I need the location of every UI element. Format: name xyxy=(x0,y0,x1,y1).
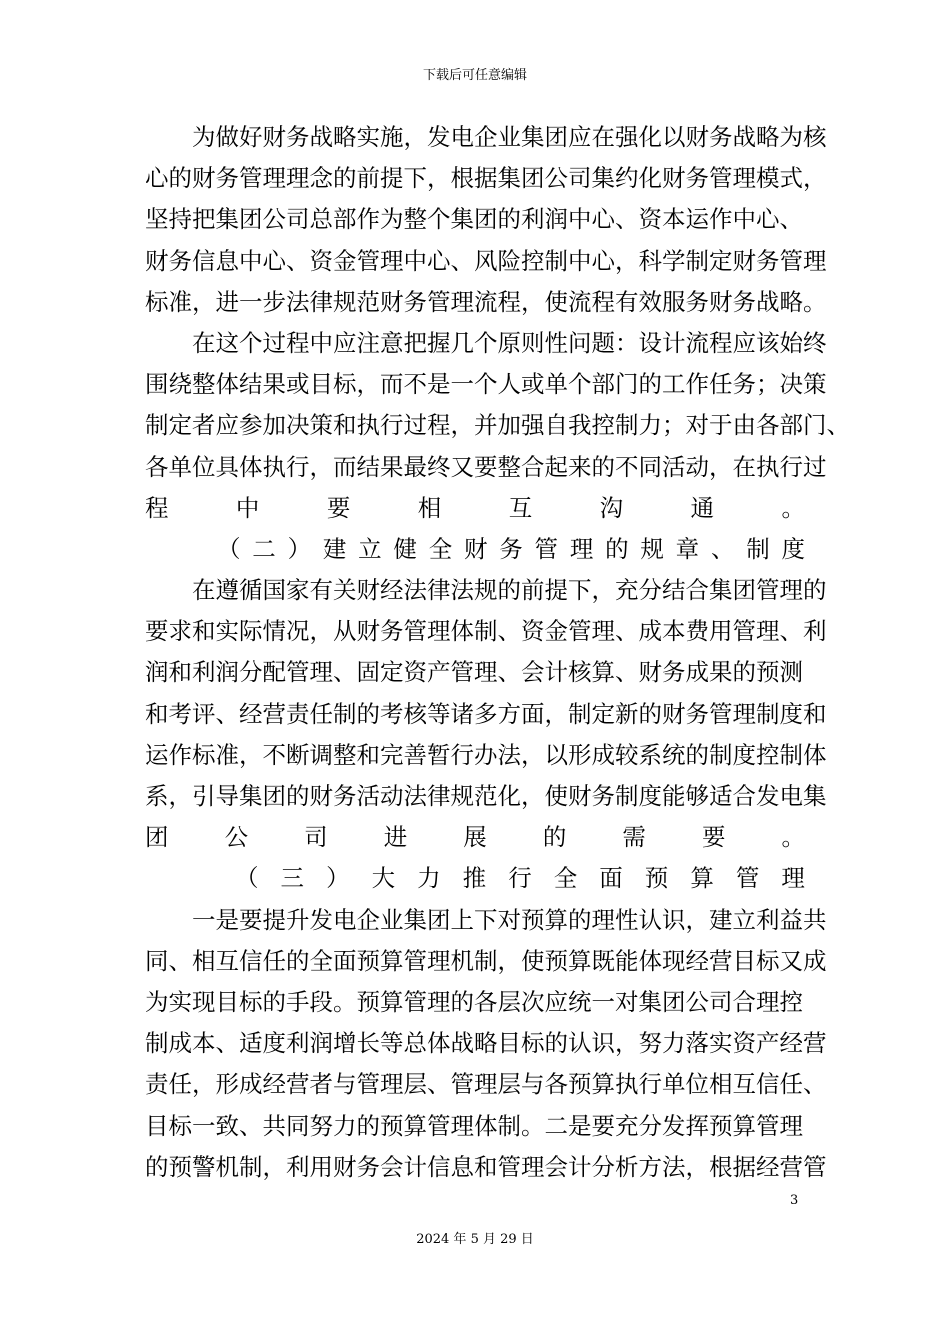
paragraph-line: 和考评、经营责任制的考核等诸多方面，制定新的财务管理制度和 xyxy=(145,699,827,728)
text-character: 建 xyxy=(322,534,347,563)
text-character: 全 xyxy=(553,864,578,893)
text-character: 理 xyxy=(781,864,805,893)
paragraph-line xyxy=(145,488,805,529)
section-heading xyxy=(145,858,805,899)
paragraph-line: 在这个过程中应注意把握几个原则性问题：设计流程应该始终 xyxy=(192,328,827,357)
paragraph-line: 责任，形成经营者与管理层、管理层与各预算执行单位相互信任、 xyxy=(145,1070,827,1099)
paragraph-line: 系，引导集团的财务活动法律规范化，使财务制度能够适合发电集 xyxy=(145,782,827,810)
paragraph-line: 同、相互信任的全面预算管理机制，使预算既能体现经营目标又成 xyxy=(145,946,827,975)
text-character: 管 xyxy=(534,534,559,563)
text-character: 要 xyxy=(326,493,351,522)
page-header: 下载后可任意编辑 xyxy=(422,68,527,83)
text-character: 要 xyxy=(701,823,726,852)
text-character: 司 xyxy=(304,823,328,852)
paragraph-line: 各单位具体执行，而结果最终又要整合起来的不同活动，在执行过 xyxy=(145,452,827,481)
text-character: 中 xyxy=(235,493,260,522)
paragraph-line: 在遵循国家有关财经法律法规的前提下，充分结合集团管理的 xyxy=(192,576,827,605)
paragraph-line: 为做好财务战略实施，发电企业集团应在强化以财务战略为核 xyxy=(192,123,827,151)
text-character: 团 xyxy=(145,823,169,852)
text-character: 三 xyxy=(280,864,305,893)
paragraph-line: 目标一致、共同努力的预算管理体制。二是要充分发挥预算管理 xyxy=(145,1111,803,1140)
paragraph-line: 的预警机制，利用财务会计信息和管理会计分析方法，根据经营管 xyxy=(145,1152,827,1181)
paragraph-line: 围绕整体结果或目标，而不是一个人或单个部门的工作任务；决策 xyxy=(145,370,827,399)
text-character: 行 xyxy=(508,864,532,893)
text-character: 财 xyxy=(463,534,488,563)
text-character: 程 xyxy=(145,493,169,522)
text-character: 互 xyxy=(508,493,533,522)
text-character: 沟 xyxy=(599,493,624,522)
paragraph-line: 心的财务管理理念的前提下，根据集团公司集约化财务管理模式， xyxy=(145,164,827,193)
text-character: ） xyxy=(287,534,312,563)
paragraph-line: 标准，进一步法律规范财务管理流程，使流程有效服务财务战略。 xyxy=(145,287,827,316)
text-character: 制 xyxy=(746,534,770,563)
text-character: 的 xyxy=(542,823,567,852)
text-character: 相 xyxy=(417,493,442,522)
section-heading xyxy=(145,529,805,570)
paragraph-line: 运作标准，不断调整和完善暂行办法，以形成较系统的制度控制体 xyxy=(145,740,827,769)
text-character: 、 xyxy=(710,534,735,563)
document-body xyxy=(145,117,850,1188)
text-character: 算 xyxy=(690,864,714,893)
text-character: 。 xyxy=(781,823,805,852)
text-character: 公 xyxy=(224,823,249,852)
page-footer-date: 2024 年 5 月 29 日 xyxy=(416,1232,534,1247)
text-character: 健 xyxy=(393,534,417,563)
text-character: 规 xyxy=(640,534,664,563)
text-character: 。 xyxy=(781,493,805,522)
text-character: 需 xyxy=(622,823,646,852)
text-character: 章 xyxy=(675,534,700,563)
paragraph-line xyxy=(145,817,805,858)
text-character: 面 xyxy=(599,864,623,893)
text-character: 预 xyxy=(644,864,669,893)
paragraph-line: 财务信息中心、资金管理中心、风险控制中心，科学制定财务管理 xyxy=(145,246,827,275)
text-character: 务 xyxy=(499,534,523,563)
text-character: 力 xyxy=(417,864,441,893)
paragraph-line: 要求和实际情况，从财务管理体制、资金管理、成本费用管理、利 xyxy=(145,617,827,646)
page-number: 3 xyxy=(790,1193,799,1208)
text-character: （ xyxy=(235,864,259,893)
text-character: 的 xyxy=(605,534,629,563)
text-character: ） xyxy=(326,864,350,893)
text-character: 理 xyxy=(569,534,594,563)
text-character: 立 xyxy=(358,534,382,563)
paragraph-line: 一是要提升发电企业集团上下对预算的理性认识，建立利益共 xyxy=(192,905,827,934)
paragraph-line: 为实现目标的手段。预算管理的各层次应统一对集团公司合理控 xyxy=(145,987,803,1016)
text-character: （ xyxy=(217,534,241,563)
paragraph-line: 润和利润分配管理、固定资产管理、会计核算、财务成果的预测 xyxy=(145,658,803,687)
text-character: 进 xyxy=(383,823,408,852)
text-character: 全 xyxy=(428,534,453,563)
text-character: 度 xyxy=(781,534,805,563)
text-character: 推 xyxy=(462,864,487,893)
paragraph-line: 制定者应参加决策和执行过程，并加强自我控制力；对于由各部门、 xyxy=(145,411,850,440)
paragraph-line: 制成本、适度利润增长等总体战略目标的认识，努力落实资产经营 xyxy=(145,1029,827,1058)
text-character: 通 xyxy=(690,493,715,522)
text-character: 管 xyxy=(735,864,760,893)
paragraph-line: 坚持把集团公司总部作为整个集团的利润中心、资本运作中心、 xyxy=(145,205,803,234)
text-character: 展 xyxy=(463,823,487,852)
text-character: 二 xyxy=(252,534,276,563)
text-character: 大 xyxy=(371,864,396,893)
